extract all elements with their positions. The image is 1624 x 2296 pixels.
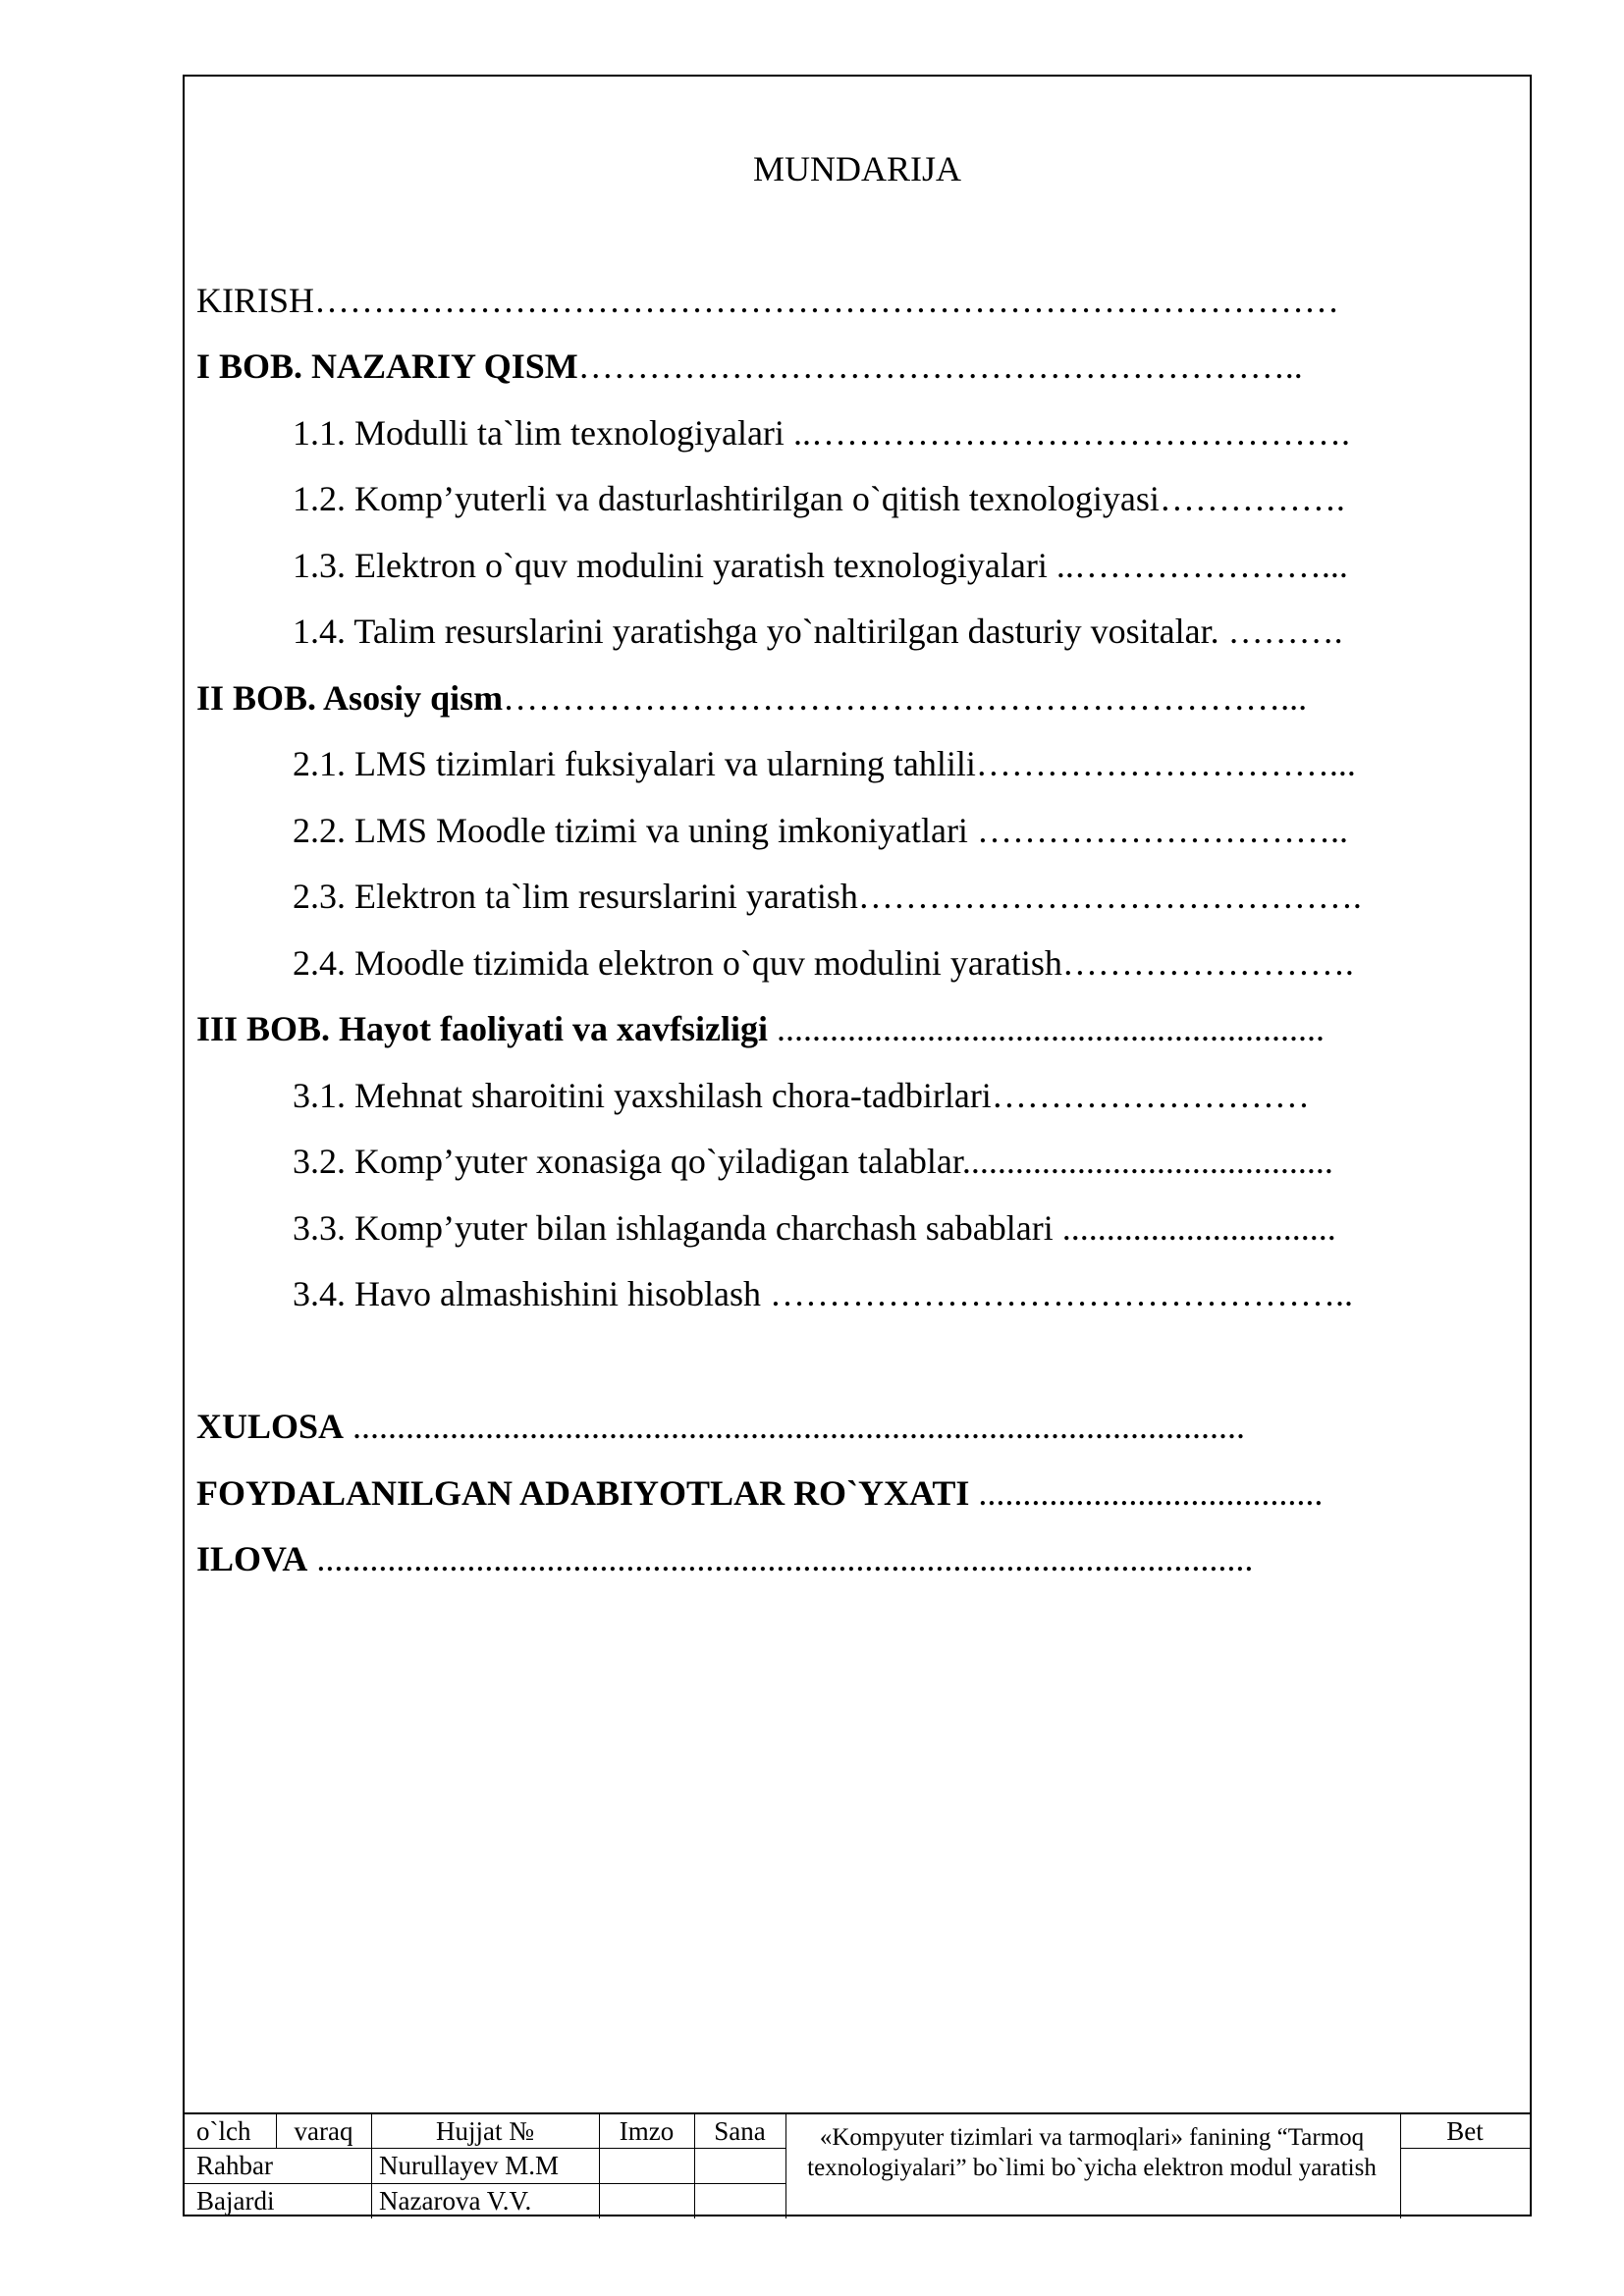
toc-item-1-4 [293, 610, 1343, 653]
toc-item-3-2 [293, 1140, 1333, 1183]
toc-item-leader: ..................................................................................................... [344, 1407, 1246, 1446]
toc-item-text: III BOB. Hayot faoliyati va xavfsizligi [196, 1009, 769, 1048]
toc-item-1-2 [293, 477, 1345, 520]
stamp-name-supervisor: Nurullayev M.M [379, 2151, 559, 2180]
page-frame [183, 75, 1532, 2216]
title-block [185, 2112, 1530, 2218]
toc-item-text: 1.1. Modulli ta`lim texnologiyalari [293, 413, 785, 453]
toc-item-leader: ....................................... [969, 1473, 1324, 1513]
toc-item-chapter-3 [196, 1007, 1325, 1050]
toc-item-leader: ……………………… [991, 1076, 1310, 1115]
toc-item-leader: …………………………………………………………………………… [314, 281, 1340, 320]
toc-item-leader: .......................................................................................................... [307, 1539, 1254, 1578]
toc-item-1-3 [293, 544, 1348, 587]
toc-item-text: I BOB. NAZARIY QISM [196, 347, 578, 386]
stamp-role-performer: Bajardi [196, 2186, 275, 2216]
stamp-header-imzo: Imzo [619, 2116, 675, 2146]
stamp-role-supervisor: Rahbar [196, 2151, 273, 2180]
toc-item-xulosa [196, 1405, 1245, 1448]
stamp-header-bet: Bet [1446, 2116, 1484, 2146]
toc-item-leader: ……………………………………. [857, 877, 1362, 916]
stamp-row-divider [1400, 2148, 1530, 2149]
toc-item-text: 3.3. Komp’yuter bilan ishlaganda charchash sabablari [293, 1208, 1054, 1248]
toc-item-text: FOYDALANILGAN ADABIYOTLAR RO`YXATI [196, 1473, 970, 1513]
toc-item-leader: ……………………. [1061, 943, 1354, 983]
toc-item-text: 1.2. Komp’yuterli va dasturlashtirilgan o`qitish texnologiyasi [293, 479, 1160, 518]
toc-item-2-4 [293, 941, 1354, 985]
stamp-row-divider [185, 2148, 785, 2149]
toc-item-chapter-2 [196, 676, 1307, 720]
toc-item-text: 2.1. LMS tizimlari fuksiyalari va ularning tahlili [293, 744, 976, 783]
toc-item-chapter-1 [196, 345, 1303, 388]
toc-item-ilova [196, 1537, 1253, 1580]
toc-item-text: 3.1. Mehnat sharoitini yaxshilash chora-tadbirlari [293, 1076, 992, 1115]
toc-item-leader: ………………………….. [967, 811, 1348, 850]
toc-item-references [196, 1471, 1323, 1515]
toc-item-text: 2.4. Moodle tizimida elektron o`quv modulini yaratish [293, 943, 1062, 983]
page-title: MUNDARIJA [752, 149, 961, 188]
toc-item-leader: ……………. [1159, 479, 1345, 518]
toc-item-text: 2.2. LMS Moodle tizimi va uning imkoniyatlari [293, 811, 968, 850]
toc-item-text: ILOVA [196, 1539, 308, 1578]
toc-item-kirish [196, 279, 1339, 322]
toc-item-text: 1.4. Talim resurslarini yaratishga yo`naltirilgan dasturiy vositalar. [293, 612, 1219, 651]
toc-item-text: 2.3. Elektron ta`lim resurslarini yaratish [293, 877, 858, 916]
toc-item-leader: …………………………... [975, 744, 1356, 783]
toc-item-2-3 [293, 875, 1362, 918]
toc-item-text: II BOB. Asosiy qism [196, 678, 504, 718]
toc-item-leader: .......................................... [961, 1142, 1333, 1181]
toc-item-text: KIRISH [196, 281, 315, 320]
toc-item-leader: ………. [1218, 612, 1343, 651]
stamp-row-divider [185, 2183, 785, 2184]
toc-item-1-1 [293, 411, 1350, 454]
toc-item-2-1 [293, 742, 1356, 785]
stamp-header-hujjat: Hujjat № [436, 2116, 534, 2146]
toc-item-text: 3.4. Havo almashishini hisoblash [293, 1274, 761, 1313]
toc-item-2-2 [293, 809, 1348, 852]
toc-item-leader: ………………………………………….. [760, 1274, 1353, 1313]
toc-item-leader: ..………………………………………. [784, 413, 1350, 453]
toc-item-leader: .............................................................. [768, 1009, 1326, 1048]
stamp-header-olch: o`lch [196, 2116, 251, 2146]
toc-item-3-1 [293, 1074, 1310, 1117]
toc-item-leader: ............................... [1053, 1208, 1336, 1248]
toc-item-text: 1.3. Elektron o`quv modulini yaratish texnologiyalari [293, 546, 1048, 585]
toc-item-text: 3.2. Komp’yuter xonasiga qo`yiladigan talablar [293, 1142, 962, 1181]
toc-item-leader: ..…………………... [1047, 546, 1348, 585]
stamp-header-varaq: varaq [294, 2116, 353, 2146]
toc-item-leader: …………………………………………………………... [503, 678, 1308, 718]
toc-item-3-4 [293, 1272, 1353, 1315]
toc-item-text: XULOSA [196, 1407, 345, 1446]
stamp-name-performer: Nazarova V.V. [379, 2186, 532, 2216]
toc-item-leader: …………………………………………………….. [577, 347, 1303, 386]
stamp-header-sana: Sana [714, 2116, 766, 2146]
stamp-description: «Kompyuter tizimlari va tarmoqlari» fanining “Tarmoq texnologiyalari” bo`limi bo`yicha elektron modul yaratish [807, 2124, 1377, 2181]
toc-item-3-3 [293, 1206, 1336, 1250]
